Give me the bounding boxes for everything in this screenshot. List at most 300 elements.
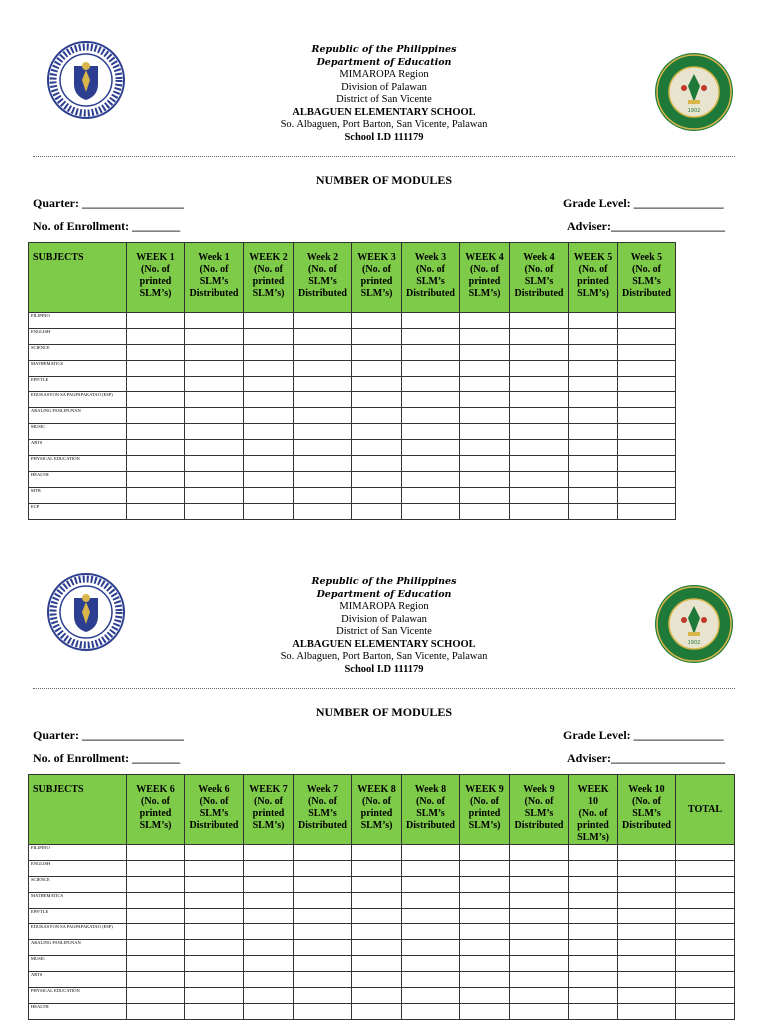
entry-cell[interactable] — [127, 471, 185, 487]
header-line: Week 1 — [198, 252, 230, 263]
entry-cell[interactable] — [352, 876, 402, 892]
entry-cell[interactable] — [460, 456, 510, 472]
entry-cell[interactable] — [460, 471, 510, 487]
entry-cell[interactable] — [618, 471, 676, 487]
entry-cell[interactable] — [244, 344, 294, 360]
entry-cell[interactable] — [569, 440, 618, 456]
entry-cell[interactable] — [244, 940, 294, 956]
entry-cell[interactable] — [569, 392, 618, 408]
entry-cell[interactable] — [569, 328, 618, 344]
entry-cell[interactable] — [460, 860, 510, 876]
entry-cell[interactable] — [185, 892, 244, 908]
entry-cell[interactable] — [244, 924, 294, 940]
region-line: MIMAROPA Region — [339, 601, 429, 612]
entry-cell[interactable] — [569, 360, 618, 376]
entry-cell[interactable] — [244, 988, 294, 1004]
entry-cell[interactable] — [618, 344, 676, 360]
entry-cell[interactable] — [127, 408, 185, 424]
entry-cell[interactable] — [460, 876, 510, 892]
entry-cell[interactable] — [510, 392, 569, 408]
entry-cell[interactable] — [127, 440, 185, 456]
header-line: Distributed — [622, 288, 671, 299]
entry-cell[interactable] — [352, 924, 402, 940]
entry-cell[interactable] — [244, 972, 294, 988]
entry-cell[interactable] — [460, 908, 510, 924]
entry-cell[interactable] — [352, 440, 402, 456]
form-title: NUMBER OF MODULES — [315, 173, 453, 187]
entry-cell[interactable] — [244, 424, 294, 440]
entry-cell[interactable] — [294, 988, 352, 1004]
entry-cell[interactable] — [676, 860, 735, 876]
entry-cell[interactable] — [185, 924, 244, 940]
header-line: SLM’s — [199, 276, 229, 287]
entry-cell[interactable] — [618, 313, 676, 329]
entry-cell[interactable] — [127, 988, 185, 1004]
entry-cell[interactable] — [402, 503, 460, 519]
entry-cell[interactable] — [510, 360, 569, 376]
entry-cell[interactable] — [460, 313, 510, 329]
entry-cell[interactable] — [352, 344, 402, 360]
entry-cell[interactable] — [460, 344, 510, 360]
entry-cell[interactable] — [352, 892, 402, 908]
entry-cell[interactable] — [294, 845, 352, 861]
entry-cell[interactable] — [294, 908, 352, 924]
entry-cell[interactable] — [127, 845, 185, 861]
entry-cell[interactable] — [676, 845, 735, 861]
entry-cell[interactable] — [127, 313, 185, 329]
entry-cell[interactable] — [352, 328, 402, 344]
entry-cell[interactable] — [294, 424, 352, 440]
entry-cell[interactable] — [185, 424, 244, 440]
entry-cell[interactable] — [510, 344, 569, 360]
enrollment-field[interactable]: No. of Enrollment: ________ — [33, 219, 181, 233]
week-column-header — [185, 243, 244, 313]
entry-cell[interactable] — [352, 956, 402, 972]
entry-cell[interactable] — [352, 908, 402, 924]
entry-cell[interactable] — [352, 408, 402, 424]
entry-cell[interactable] — [676, 956, 735, 972]
entry-cell[interactable] — [294, 360, 352, 376]
entry-cell[interactable] — [185, 408, 244, 424]
entry-cell[interactable] — [352, 376, 402, 392]
entry-cell[interactable] — [294, 376, 352, 392]
entry-cell[interactable] — [244, 845, 294, 861]
entry-cell[interactable] — [127, 503, 185, 519]
entry-cell[interactable] — [294, 487, 352, 503]
table-row — [29, 360, 676, 376]
entry-cell[interactable] — [185, 313, 244, 329]
entry-cell[interactable] — [402, 924, 460, 940]
entry-cell[interactable] — [244, 956, 294, 972]
entry-cell[interactable] — [127, 392, 185, 408]
entry-cell[interactable] — [352, 940, 402, 956]
entry-cell[interactable] — [127, 908, 185, 924]
entry-cell[interactable] — [676, 924, 735, 940]
adviser-field[interactable]: Adviser:___________________ — [567, 751, 725, 765]
entry-cell[interactable] — [460, 956, 510, 972]
entry-cell[interactable] — [460, 328, 510, 344]
entry-cell[interactable] — [510, 908, 569, 924]
entry-cell[interactable] — [569, 956, 618, 972]
entry-cell[interactable] — [402, 424, 460, 440]
entry-cell[interactable] — [127, 376, 185, 392]
entry-cell[interactable] — [510, 313, 569, 329]
entry-cell[interactable] — [460, 892, 510, 908]
entry-cell[interactable] — [510, 328, 569, 344]
entry-cell[interactable] — [676, 892, 735, 908]
entry-cell[interactable] — [352, 313, 402, 329]
entry-cell[interactable] — [618, 924, 676, 940]
table-row — [29, 924, 735, 940]
entry-cell[interactable] — [402, 876, 460, 892]
entry-cell[interactable] — [185, 988, 244, 1004]
entry-cell[interactable] — [244, 487, 294, 503]
entry-cell[interactable] — [569, 503, 618, 519]
entry-cell[interactable] — [618, 956, 676, 972]
entry-cell[interactable] — [127, 424, 185, 440]
entry-cell[interactable] — [510, 876, 569, 892]
entry-cell[interactable] — [402, 988, 460, 1004]
entry-cell[interactable] — [185, 456, 244, 472]
entry-cell[interactable] — [185, 503, 244, 519]
entry-cell[interactable] — [185, 972, 244, 988]
quarter-field[interactable]: Quarter: _________________ — [33, 196, 184, 210]
week-column-header — [510, 775, 569, 845]
entry-cell[interactable] — [402, 845, 460, 861]
entry-cell[interactable] — [244, 328, 294, 344]
entry-cell[interactable] — [569, 408, 618, 424]
entry-cell[interactable] — [244, 503, 294, 519]
entry-cell[interactable] — [352, 988, 402, 1004]
entry-cell[interactable] — [510, 424, 569, 440]
entry-cell[interactable] — [402, 1003, 460, 1019]
entry-cell[interactable] — [569, 860, 618, 876]
entry-cell[interactable] — [402, 344, 460, 360]
entry-cell[interactable] — [460, 845, 510, 861]
department-line: Department of Education — [316, 56, 452, 68]
entry-cell[interactable] — [618, 972, 676, 988]
entry-cell[interactable] — [352, 845, 402, 861]
entry-cell[interactable] — [294, 313, 352, 329]
entry-cell[interactable] — [185, 860, 244, 876]
entry-cell[interactable] — [294, 440, 352, 456]
header-line: printed — [360, 276, 393, 287]
entry-cell[interactable] — [569, 876, 618, 892]
entry-cell[interactable] — [294, 328, 352, 344]
entry-cell[interactable] — [569, 892, 618, 908]
entry-cell[interactable] — [402, 392, 460, 408]
entry-cell[interactable] — [244, 471, 294, 487]
entry-cell[interactable] — [294, 940, 352, 956]
entry-cell[interactable] — [294, 1003, 352, 1019]
entry-cell[interactable] — [294, 471, 352, 487]
subject-name: EPP/TLE — [29, 908, 127, 924]
header-line: SLM’s — [632, 808, 661, 819]
entry-cell[interactable] — [352, 972, 402, 988]
header-line: printed — [139, 276, 172, 287]
entry-cell[interactable] — [352, 471, 402, 487]
entry-cell[interactable] — [460, 376, 510, 392]
entry-cell[interactable] — [185, 845, 244, 861]
entry-cell[interactable] — [676, 972, 735, 988]
entry-cell[interactable] — [569, 344, 618, 360]
entry-cell[interactable] — [402, 313, 460, 329]
entry-cell[interactable] — [460, 988, 510, 1004]
entry-cell[interactable] — [510, 471, 569, 487]
entry-cell[interactable] — [618, 940, 676, 956]
entry-cell[interactable] — [510, 503, 569, 519]
entry-cell[interactable] — [618, 988, 676, 1004]
entry-cell[interactable] — [127, 940, 185, 956]
region-line: MIMAROPA Region — [339, 69, 429, 80]
entry-cell[interactable] — [244, 392, 294, 408]
entry-cell[interactable] — [460, 487, 510, 503]
entry-cell[interactable] — [294, 408, 352, 424]
week-column-header — [618, 243, 676, 313]
entry-cell[interactable] — [569, 487, 618, 503]
entry-cell[interactable] — [294, 392, 352, 408]
entry-cell[interactable] — [618, 440, 676, 456]
entry-cell[interactable] — [127, 860, 185, 876]
entry-cell[interactable] — [402, 972, 460, 988]
entry-cell[interactable] — [569, 940, 618, 956]
table-row — [29, 908, 735, 924]
entry-cell[interactable] — [618, 487, 676, 503]
entry-cell[interactable] — [569, 972, 618, 988]
entry-cell[interactable] — [294, 503, 352, 519]
entry-cell[interactable] — [127, 487, 185, 503]
adviser-field[interactable]: Adviser:___________________ — [567, 219, 725, 233]
entry-cell[interactable] — [244, 860, 294, 876]
entry-cell[interactable] — [569, 471, 618, 487]
entry-cell[interactable] — [618, 908, 676, 924]
entry-cell[interactable] — [402, 940, 460, 956]
entry-cell[interactable] — [127, 956, 185, 972]
entry-cell[interactable] — [244, 408, 294, 424]
entry-cell[interactable] — [569, 456, 618, 472]
entry-cell[interactable] — [618, 1003, 676, 1019]
entry-cell[interactable] — [510, 972, 569, 988]
entry-cell[interactable] — [460, 408, 510, 424]
entry-cell[interactable] — [352, 456, 402, 472]
week-column-header — [402, 775, 460, 845]
grade-level-field[interactable]: Grade Level: _______________ — [563, 196, 724, 210]
entry-cell[interactable] — [352, 860, 402, 876]
entry-cell[interactable] — [402, 908, 460, 924]
entry-cell[interactable] — [352, 1003, 402, 1019]
entry-cell[interactable] — [676, 908, 735, 924]
entry-cell[interactable] — [127, 456, 185, 472]
entry-cell[interactable] — [185, 1003, 244, 1019]
table-row — [29, 328, 676, 344]
entry-cell[interactable] — [185, 360, 244, 376]
entry-cell[interactable] — [569, 376, 618, 392]
entry-cell[interactable] — [402, 956, 460, 972]
quarter-field[interactable]: Quarter: _________________ — [33, 728, 184, 742]
entry-cell[interactable] — [618, 392, 676, 408]
subject-name: ENGLISH — [29, 860, 127, 876]
header-line: SLM’s — [199, 808, 229, 819]
entry-cell[interactable] — [402, 376, 460, 392]
entry-cell[interactable] — [618, 503, 676, 519]
entry-cell[interactable] — [460, 940, 510, 956]
entry-cell[interactable] — [185, 487, 244, 503]
entry-cell[interactable] — [185, 344, 244, 360]
entry-cell[interactable] — [510, 408, 569, 424]
table-row — [29, 940, 735, 956]
entry-cell[interactable] — [510, 845, 569, 861]
entry-cell[interactable] — [510, 440, 569, 456]
entry-cell[interactable] — [618, 424, 676, 440]
subject-name: EDUKASYON SA PAGPAPAKATAO (ESP) — [29, 924, 127, 940]
modules-table-weeks-6-10 — [28, 774, 735, 1020]
entry-cell[interactable] — [618, 845, 676, 861]
entry-cell[interactable] — [185, 940, 244, 956]
entry-cell[interactable] — [402, 456, 460, 472]
entry-cell[interactable] — [569, 1003, 618, 1019]
entry-cell[interactable] — [510, 988, 569, 1004]
entry-cell[interactable] — [510, 1003, 569, 1019]
entry-cell[interactable] — [618, 860, 676, 876]
entry-cell[interactable] — [244, 376, 294, 392]
entry-cell[interactable] — [402, 360, 460, 376]
entry-cell[interactable] — [352, 487, 402, 503]
entry-cell[interactable] — [244, 440, 294, 456]
entry-cell[interactable] — [510, 860, 569, 876]
header-line: (No. of — [254, 264, 283, 275]
header-line: WEEK 9 — [465, 784, 504, 795]
header-line: SLM’s) — [252, 288, 285, 299]
entry-cell[interactable] — [618, 328, 676, 344]
entry-cell[interactable] — [569, 313, 618, 329]
entry-cell[interactable] — [294, 956, 352, 972]
entry-cell[interactable] — [185, 908, 244, 924]
entry-cell[interactable] — [510, 376, 569, 392]
entry-cell[interactable] — [185, 392, 244, 408]
entry-cell[interactable] — [402, 471, 460, 487]
entry-cell[interactable] — [244, 313, 294, 329]
entry-cell[interactable] — [402, 860, 460, 876]
division-line: Division of Palawan — [341, 81, 427, 93]
school-id: School I.D 111179 — [344, 663, 424, 675]
entry-cell[interactable] — [185, 328, 244, 344]
entry-cell[interactable] — [510, 892, 569, 908]
entry-cell[interactable] — [676, 1003, 735, 1019]
entry-cell[interactable] — [127, 328, 185, 344]
school-name: ALBAGUEN ELEMENTARY SCHOOL — [292, 106, 476, 118]
entry-cell[interactable] — [294, 456, 352, 472]
header-line: Distributed — [189, 288, 239, 299]
entry-cell[interactable] — [618, 376, 676, 392]
enrollment-field[interactable]: No. of Enrollment: ________ — [33, 751, 181, 765]
entry-cell[interactable] — [618, 360, 676, 376]
entry-cell[interactable] — [244, 876, 294, 892]
entry-cell[interactable] — [676, 988, 735, 1004]
entry-cell[interactable] — [185, 956, 244, 972]
entry-cell[interactable] — [352, 360, 402, 376]
entry-cell[interactable] — [676, 876, 735, 892]
header-line: SLM’s — [308, 276, 337, 287]
entry-cell[interactable] — [618, 408, 676, 424]
entry-cell[interactable] — [244, 360, 294, 376]
entry-cell[interactable] — [460, 360, 510, 376]
entry-cell[interactable] — [460, 972, 510, 988]
entry-cell[interactable] — [294, 892, 352, 908]
week-column-header — [460, 775, 510, 845]
entry-cell[interactable] — [510, 487, 569, 503]
entry-cell[interactable] — [127, 972, 185, 988]
entry-cell[interactable] — [510, 456, 569, 472]
entry-cell[interactable] — [510, 940, 569, 956]
entry-cell[interactable] — [294, 924, 352, 940]
entry-cell[interactable] — [127, 876, 185, 892]
entry-cell[interactable] — [352, 424, 402, 440]
entry-cell[interactable] — [352, 392, 402, 408]
entry-cell[interactable] — [185, 440, 244, 456]
entry-cell[interactable] — [185, 376, 244, 392]
entry-cell[interactable] — [460, 392, 510, 408]
entry-cell[interactable] — [510, 956, 569, 972]
entry-cell[interactable] — [294, 344, 352, 360]
entry-cell[interactable] — [127, 892, 185, 908]
entry-cell[interactable] — [127, 1003, 185, 1019]
entry-cell[interactable] — [402, 487, 460, 503]
entry-cell[interactable] — [569, 845, 618, 861]
entry-cell[interactable] — [185, 876, 244, 892]
header-line: SLM’s) — [468, 820, 501, 831]
subject-name: HEALTH — [29, 1003, 127, 1019]
week-column-header — [244, 775, 294, 845]
entry-cell[interactable] — [244, 892, 294, 908]
header-line: (No. of — [308, 264, 337, 275]
entry-cell[interactable] — [460, 440, 510, 456]
entry-cell[interactable] — [127, 360, 185, 376]
entry-cell[interactable] — [352, 503, 402, 519]
entry-cell[interactable] — [569, 424, 618, 440]
entry-cell[interactable] — [618, 876, 676, 892]
entry-cell[interactable] — [294, 972, 352, 988]
entry-cell[interactable] — [244, 456, 294, 472]
entry-cell[interactable] — [244, 908, 294, 924]
entry-cell[interactable] — [294, 876, 352, 892]
grade-level-field[interactable]: Grade Level: _______________ — [563, 728, 724, 742]
entry-cell[interactable] — [185, 471, 244, 487]
entry-cell[interactable] — [127, 344, 185, 360]
header-line: Week 9 — [523, 784, 555, 795]
entry-cell[interactable] — [676, 940, 735, 956]
svg-text:1902: 1902 — [687, 640, 701, 646]
header-line: Distributed — [406, 820, 455, 831]
entry-cell[interactable] — [618, 456, 676, 472]
header-line: WEEK 7 — [249, 784, 288, 795]
entry-cell[interactable] — [402, 440, 460, 456]
entry-cell[interactable] — [460, 924, 510, 940]
entry-cell[interactable] — [569, 988, 618, 1004]
entry-cell[interactable] — [402, 328, 460, 344]
entry-cell[interactable] — [127, 924, 185, 940]
entry-cell[interactable] — [294, 860, 352, 876]
entry-cell[interactable] — [460, 503, 510, 519]
entry-cell[interactable] — [569, 924, 618, 940]
entry-cell[interactable] — [569, 908, 618, 924]
entry-cell[interactable] — [244, 1003, 294, 1019]
entry-cell[interactable] — [402, 892, 460, 908]
entry-cell[interactable] — [460, 1003, 510, 1019]
entry-cell[interactable] — [618, 892, 676, 908]
entry-cell[interactable] — [510, 924, 569, 940]
entry-cell[interactable] — [402, 408, 460, 424]
entry-cell[interactable] — [460, 424, 510, 440]
